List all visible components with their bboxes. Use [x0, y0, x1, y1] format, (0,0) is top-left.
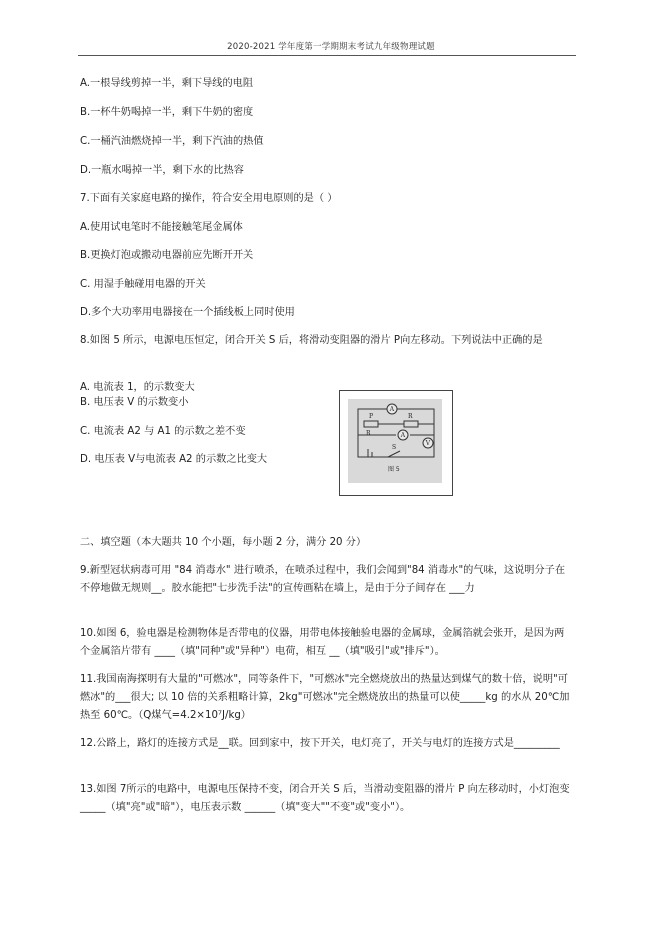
header-rule [78, 55, 576, 56]
q8-option-c: C. 电流表 A2 与 A1 的示数之差不变 [80, 426, 246, 437]
q10-text: 10.如图 6，验电器是检测物体是否带电的仪器，用带电体接触验电器的金属球，金属箔就会张开，是因为两个金属箔片带有 ____（填"同种"或"异种"）电荷，相互 __（填"吸引"或"排斥"）。 [80, 628, 565, 657]
q8-stem: 8.如图 5 所示，电源电压恒定，闭合开关 S 后，将滑动变阻器的滑片 P向左移动。下列说法中正确的是 [80, 335, 543, 346]
q6-option-a: A.一根导线剪掉一半，剩下导线的电阻 [80, 78, 254, 89]
q8-option-a: A. 电流表 1，的示数变大 [80, 382, 195, 393]
voltmeter-label: V [425, 440, 431, 448]
resistor-r2-label: R [408, 413, 413, 420]
ammeter-a2-label: A [400, 432, 406, 440]
q6-option-c: C.一桶汽油燃烧掉一半，剩下汽油的热值 [80, 136, 264, 147]
figure-caption: 图 5 [388, 466, 400, 473]
q8-option-d: D. 电压表 V与电流表 A2 的示数之比变大 [80, 454, 268, 465]
switch-s-label: S [392, 444, 397, 451]
section-2-heading: 二、填空题（本大题共 10 个小题，每小题 2 分，满分 20 分） [80, 537, 367, 548]
q7-stem: 7.下面有关家庭电路的操作，符合安全用电原则的是（ ） [80, 193, 338, 204]
q9-text: 9.新型冠状病毒可用 "84 消毒水" 进行喷杀，在喷杀过程中，我们会闻到"84 消毒水"的气味，这说明分子在不停地做无规则__。胶水能把"七步洗手法"的宣传画粘在墙上，是由于分子间存在 ___力 [80, 565, 566, 594]
q6-option-b: B.一杯牛奶喝掉一半，剩下牛奶的密度 [80, 107, 254, 118]
q8-option-b: B. 电压表 V 的示数变小 [80, 397, 189, 408]
slider-p-label: P [369, 413, 374, 420]
q6-option-d: D.一瓶水喝掉一半，剩下水的比热容 [80, 165, 244, 176]
ammeter-a1-label: A [389, 406, 395, 414]
page-header: 2020-2021 学年度第一学期期末考试九年级物理试题 [227, 42, 435, 52]
q7-option-b: B.更换灯泡或搬动电器前应先断开开关 [80, 250, 254, 261]
q13-text: 13.如图 7所示的电路中，电源电压保持不变，闭合开关 S 后，当滑动变阻器的滑片 P 向左移动时，小灯泡变 _____（填"亮"或"暗"），电压表示数 ______（填"变大""不变"或"变小"）。 [80, 784, 570, 813]
q7-option-a: A.使用试电笔时不能接触笔尾金属体 [80, 222, 243, 233]
q11-text: 11.我国南海探明有大量的"可燃冰"，同等条件下，"可燃冰"完全燃烧放出的热量达到煤气的数十倍，说明"可燃冰"的___很大; 以 10 倍的关系粗略计算，2kg"可燃冰"完全燃烧放出的热量可以使_____kg 的水从 20℃加热至 60℃。（Q煤气=4.2×10⁷J/kg） [80, 674, 570, 721]
circuit-diagram [348, 399, 442, 483]
resistor-r1-label: R [366, 430, 371, 437]
q7-option-d: D.多个大功率用电器接在一个插线板上同时使用 [80, 307, 295, 318]
q7-option-c: C. 用湿手触碰用电器的开关 [80, 279, 206, 290]
q12-text: 12.公路上，路灯的连接方式是__联。回到家中，按下开关，电灯亮了，开关与电灯的连接方式是_________ [80, 738, 560, 749]
circuit-figure-5 [339, 390, 453, 496]
